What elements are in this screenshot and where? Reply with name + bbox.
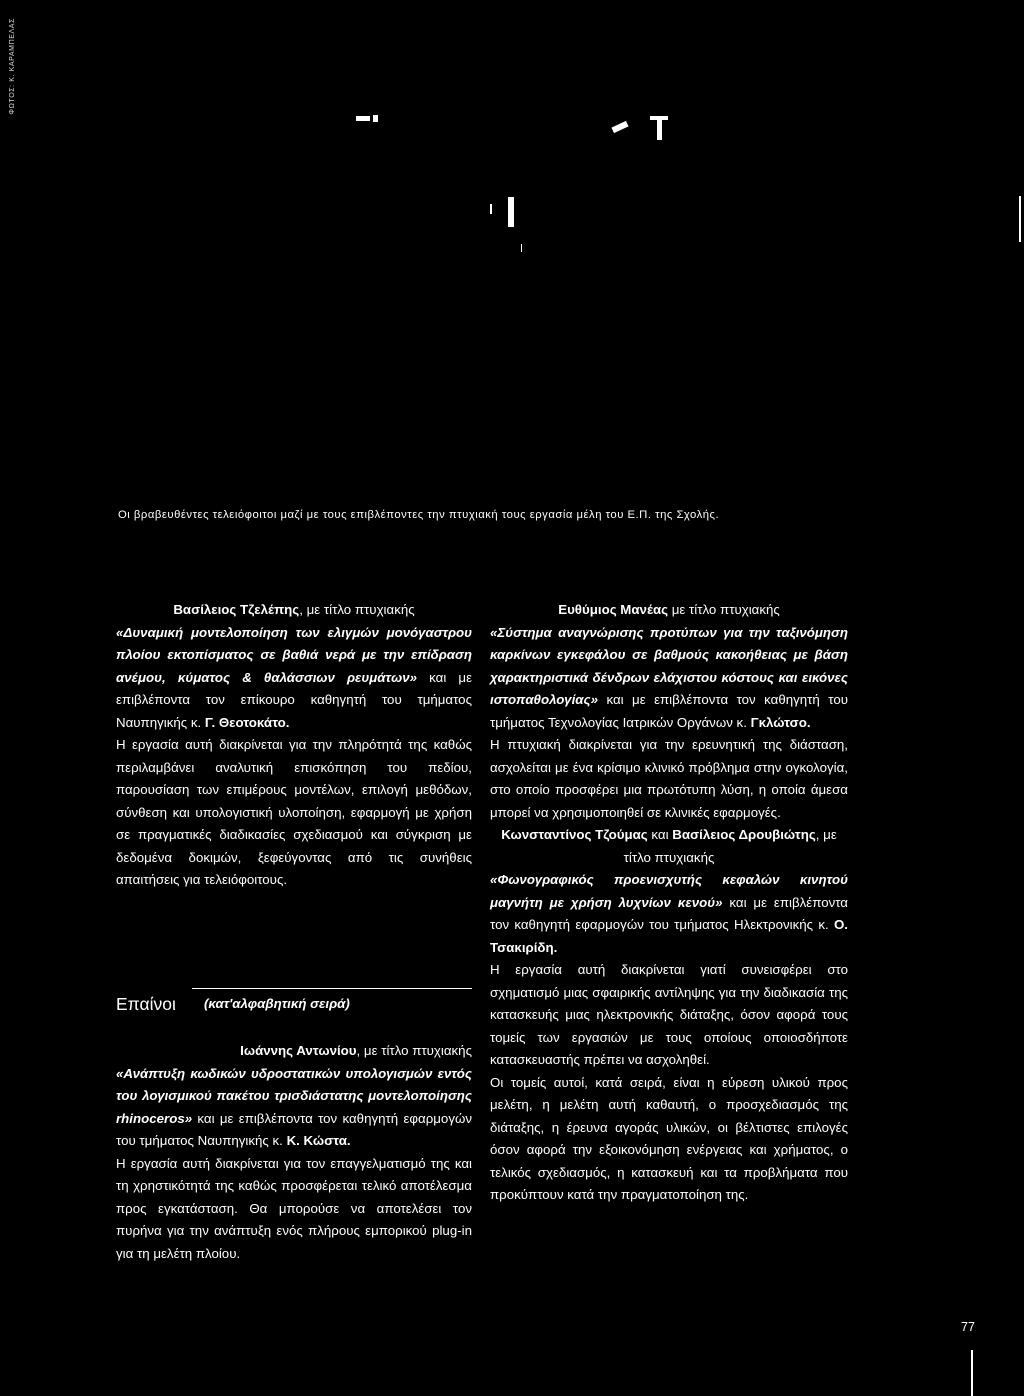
author-name: Κωνσταντίνος Τζούμας	[501, 827, 648, 842]
group-photo	[0, 0, 1024, 500]
photo-highlight	[490, 204, 492, 214]
entry-intro: , με τίτλο πτυχιακής	[299, 602, 415, 617]
author-name: Ιωάννης Αντωνίου	[240, 1043, 357, 1058]
tzelepis-description: Η εργασία αυτή διακρίνεται για την πληρότητά της καθώς περιλαμβάνει αναλυτική επισκόπηση του πεδίου, παρουσίαση των επιμέρους μοντέλων, επιλογή μεθόδων, σύνθεση και υπολογιστική υλοποίηση, εφαρμογή με χρήση σε πραγματικές διαδικασίες σχεδιασμού και σύγκριση με δεδομένα δοκιμών, ξεφεύγοντας από τις συνήθεις απαιτήσεις για τελειόφοιτους.	[116, 737, 472, 887]
supervisor-text: και με επιβλέποντα τον καθηγητή εφαρμογών του τμήματος Ναυπηγικής κ.	[116, 1110, 472, 1148]
photo-highlight	[356, 116, 370, 121]
thesis-title: «Ανάπτυξη κωδικών υδροστατικών υπολογισμών εντός του λογισμικού πακέτου τρισδιάστατης μοντελοποίησης rhinoceros»	[116, 1065, 472, 1126]
tzoumas-description: Η εργασία αυτή διακρίνεται γιατί συνεισφέρει στο σχηματισμό μιας σφαιρικής αντίληψης για την διαδικασία της κατασκευής μιας ηλεκτρονικής διάταξης, όσον αφορά τους τομείς των εργασιών με τους οποίους οποιοσδήποτε κατασκευαστής πρέπει να ασχοληθεί.	[490, 962, 848, 1067]
author-name: Ευθύμιος Μανέας	[558, 602, 669, 617]
antoniou-title-block	[116, 1063, 472, 1153]
tzoumas-title-block	[490, 869, 848, 959]
antoniou-description: Η εργασία αυτή διακρίνεται για τον επαγγελματισμό της και τη χρηστικότητά της καθώς προσφέρεται τελικό αποτέλεσμα προς εγκατάσταση. Θα μπορούσε να αποτελέσει τον πυρήνα για την ανάπτυξη ενός πλήρους εμπορικού plug-in για τη μελέτη πλοίου.	[116, 1155, 472, 1261]
photo-highlight	[657, 116, 662, 140]
thesis-title: «Δυναμική μοντελοποίηση των ελιγμών μονόγαστρου πλοίου εκτοπίσματος σε βαθιά νερά με την επίδραση ανέμου, κύματος & θαλάσσιων ρευμάτων»	[116, 624, 472, 685]
tzelepis-title-block	[116, 622, 472, 735]
left-column-lower	[116, 1040, 472, 1265]
conjunction: και	[647, 827, 673, 842]
entry-intro: με τίτλο πτυχιακής	[668, 602, 780, 617]
photo-highlight	[508, 197, 514, 227]
page-number: 77	[961, 1320, 975, 1334]
supervisor-text: και με επιβλέποντα τον επίκουρο καθηγητή του τμήματος Ναυπηγικής κ.	[116, 669, 472, 730]
supervisor-text: και με επιβλέποντα τον καθηγητή του τμήματος Τεχνολογίας Ιατρικών Οργάνων κ.	[490, 692, 848, 730]
photo-highlight	[373, 115, 378, 122]
thesis-title: «Φωνογραφικός προενισχυτής κεφαλών κινητού μαγνήτη με χρήση λυχνίων κενού»	[490, 872, 848, 910]
maneas-entry	[490, 599, 848, 622]
supervisor-text: και με επιβλέποντα τον καθηγητή εφαρμογών του τμήματος Ηλεκτρονικής κ.	[490, 894, 848, 932]
tzoumas-description-2: Οι τομείς αυτοί, κατά σειρά, είναι η εύρεση υλικού προς μελέτη, η μελέτη αυτή καθαυτή, ο προσχεδιασμός της διάταξης, η έρευνα αγοράς υλικών, οι βέλτιστες επιλογές όσον αφορά την εξοικονόμηση ενέργειας και χρήματος, ο τελικός σχεδιασμός, η κατασκευή και τα προβλήματα που προκύπτουν κατά την πραγματοποίηση της.	[490, 1074, 848, 1202]
tzelepis-entry	[116, 599, 472, 622]
author-name: Βασίλειος Τζελέπης	[173, 602, 300, 617]
maneas-description: Η πτυχιακή διακρίνεται για την ερευνητική της διάσταση, ασχολείται με ένα κρίσιμο κλινικό πρόβλημα στην ογκολογία, στο οποίο προσφέρει μια πρωτότυπη λύση, η οποία άμεσα μπορεί να χρησιμοποιηθεί σε κλινικές εφαρμογές.	[490, 737, 848, 820]
tzoumas-entry	[490, 824, 848, 869]
edge-bar	[1019, 196, 1021, 242]
heading-rule	[192, 988, 472, 989]
commendations-heading	[116, 988, 472, 1018]
entry-intro: , με τίτλο πτυχιακής	[623, 827, 837, 865]
photo-highlight	[521, 244, 522, 252]
photo-caption: Οι βραβευθέντες τελειόφοιτοι μαζί με τους επιβλέποντες την πτυχιακή τους εργασία μέλη του Ε.Π. της Σχολής.	[118, 509, 720, 521]
commendations-title: Επαίνοι	[116, 994, 176, 1014]
maneas-title-block	[490, 622, 848, 735]
author-name: Βασίλειος Δρουβιώτης	[672, 827, 816, 842]
photo-credit: ΦΩΤΟΣ: Κ. ΚΑΡΑΜΠΕΛΑΣ	[9, 18, 16, 115]
thesis-title: «Σύστημα αναγνώρισης προτύπων για την ταξινόμηση καρκίνων εγκεφάλου σε βαθμούς κακοήθειας με βάση χαρακτηριστικά δένδρων ελάχιστου κόστους και εικόνες ιστοπαθολογίας»	[490, 624, 848, 707]
supervisor-name: Κ. Κώστα.	[286, 1133, 351, 1148]
supervisor-name: Γκλώτσο.	[750, 714, 811, 730]
antoniou-entry	[116, 1040, 472, 1063]
left-column	[116, 599, 472, 892]
photo-highlight	[611, 121, 628, 133]
supervisor-name: Ο. Τσακιρίδη.	[490, 917, 848, 955]
page-edge-bar	[971, 1350, 973, 1396]
supervisor-name: Γ. Θεοτοκάτο.	[204, 714, 290, 730]
entry-intro: , με τίτλο πτυχιακής	[356, 1043, 472, 1058]
commendations-subtitle: (κατ'αλφαβητική σειρά)	[204, 996, 350, 1011]
right-column	[490, 599, 848, 1207]
